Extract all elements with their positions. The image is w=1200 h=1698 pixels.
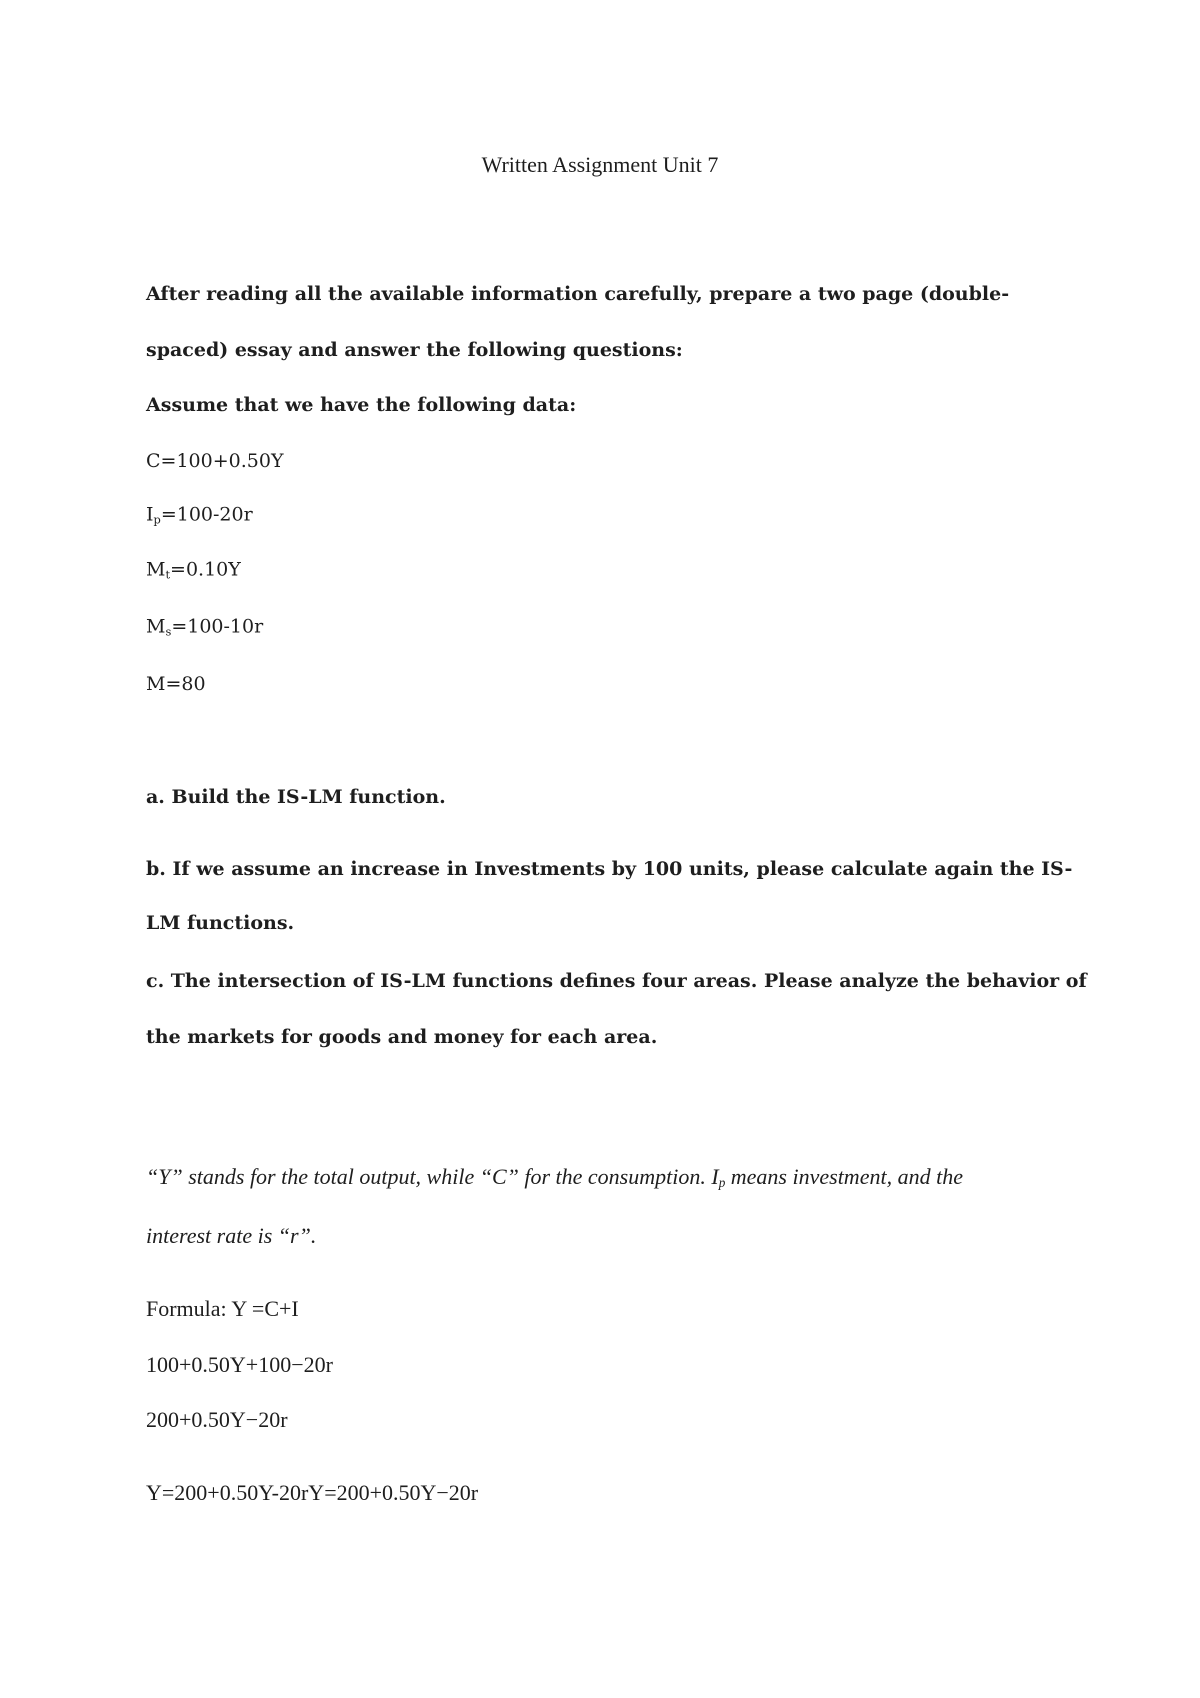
formula-step: Y=200+0.50Y-20rY=200+0.50Y−20r — [146, 1480, 479, 1505]
data-money-supply: $M_s=100-10r$ — [146, 615, 264, 639]
answer-note-cont: interest rate is “r”. — [146, 1223, 317, 1248]
document-title: Written Assignment Unit 7 — [481, 152, 719, 177]
question-b-cont: LM functions. — [146, 912, 295, 934]
instruction-line: Assume that we have the following data: — [146, 394, 577, 416]
instruction-line: spaced) essay and answer the following questions: — [146, 339, 683, 361]
question-c: c. The intersection of IS-LM functions defines four areas. Please analyze the behavior of — [146, 970, 1087, 992]
question-a: a. Build the IS-LM function. — [146, 786, 446, 808]
formula: Formula: Y =C+I — [146, 1296, 299, 1321]
instruction-line: After reading all the available information carefully, prepare a two page (double- — [146, 283, 1010, 305]
formula-step: 100+0.50Y+100−20r — [146, 1352, 333, 1377]
data-money: M=80 — [146, 673, 206, 695]
formula-step: 200+0.50Y−20r — [146, 1407, 288, 1432]
question-c-cont: the markets for goods and money for each area. — [146, 1026, 658, 1048]
data-consumption: C=100+0.50Y — [146, 450, 284, 472]
data-investment: $I_p=100-20r$ — [146, 503, 253, 527]
answer-note: “Y” stands for the total output, while “C” for the consumption. $I_p$ means investment, and the — [146, 1164, 963, 1190]
data-money-demand: $M_t=0.10Y$ — [146, 558, 241, 582]
question-b: b. If we assume an increase in Investments by 100 units, please calculate again the IS- — [146, 858, 1073, 880]
